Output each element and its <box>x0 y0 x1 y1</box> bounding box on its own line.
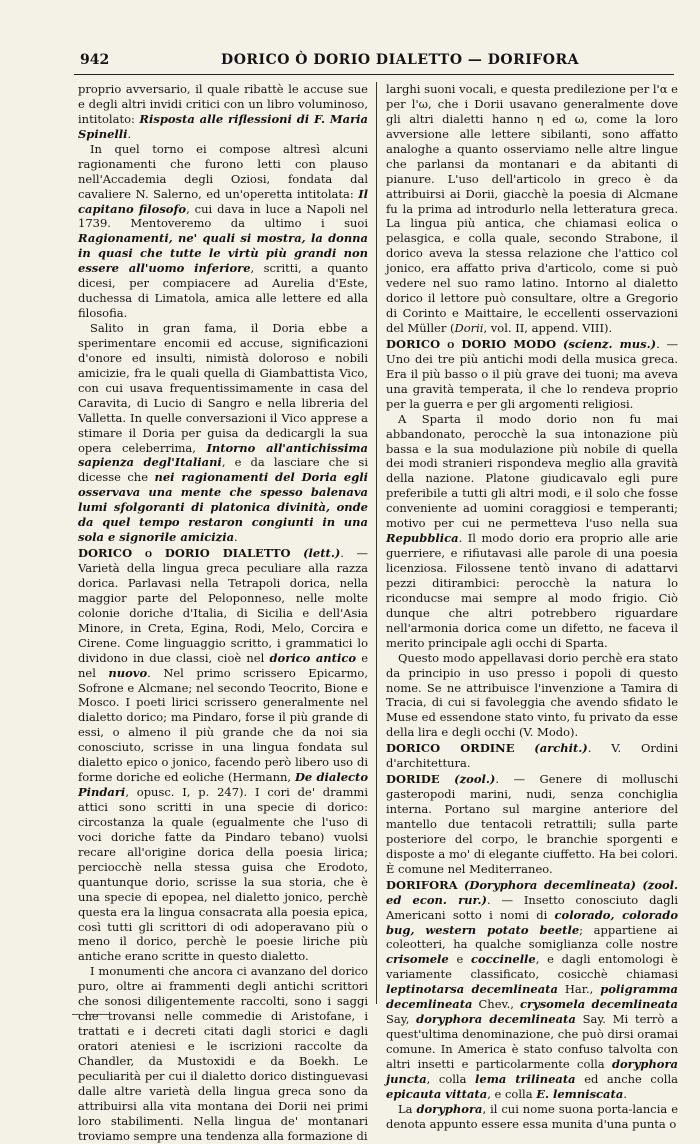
paragraph: proprio avversario, il quale ribattè le accuse sue e degli altri invidi critici con un libro voluminoso, intitolato: Risposta alle riflessioni di F. Maria Spinelli. <box>78 82 368 141</box>
footer-mark <box>72 1014 112 1015</box>
right-column <box>386 82 679 1131</box>
page-number: 942 <box>80 52 110 68</box>
entry-dorifora: DORIFORA (Doryphora decemlineata) (zool. ed econ. rur.). — Insetto conosciuto dagli Americani sotto i nomi di colorado, colorado bug, western potato beetle; appartiene ai coleotteri, ha qualche somiglianza colle nostre crisomele e coccinelle, e dagli entomologi è variamente classificato, cosicchè chiamasi leptinotarsa decemlineata Har., poligramma decemlineata Chev., crysomela decemlineata Say, doryphora decemlineata Say. Mi terrò a quest'ultima denominazione, che può dirsi oramai comune. In America è stato confuso talvolta con altri insetti e particolarmente colla doryphora juncta, colla lema trilineata ed anche colla epicauta vittata, e colla E. lemniscata. <box>386 877 679 1101</box>
paragraph: A Sparta il modo dorio non fu mai abbandonato, perocchè la sua intonazione più bassa e la sua modulazione più nobile di quella dei modi stranieri rispondeva meglio alla gravità della nazione. Platone giudicavalo egli pure preferibile a tutti gli altri modi, e il solo che fosse conveniente ad uomini coraggiosi e temperanti; motivo per cui ne permetteva l'uso nella sua Repubblica. Il modo dorio era proprio alle arie guerriere, e rifiutavasi alle parole di una poesia licenziosa. Filossene tentò invano di adattarvi pezzi ditirambici: perocchè la natura lo riconducse mai sempre al modo frigio. Ciò dunque che altri potrebbero riguardare nell'armonia dorica come un difetto, ne faceva il merito principale agli occhi di Sparta. <box>386 411 678 650</box>
header-rule <box>74 74 674 75</box>
entry-headword: DORICO o DORIO MODO <box>386 336 557 351</box>
column-divider <box>376 82 377 1004</box>
paragraph: La doryphora, il cui nome suona porta-lancia e denota appunto essere essa munita d'una punta o <box>386 1101 679 1131</box>
entry-dorico-modo: DORICO o DORIO MODO (scienz. mus.). — Uno dei tre più antichi modi della musica greca. Era il più basso o il più grave dei tuoni; ma aveva una gravità temperata, il che lo rendeva proprio per la guerra e per gli argomenti religiosi. <box>386 336 679 411</box>
page-header <box>0 0 700 70</box>
paragraph: I monumenti che ancora ci avanzano del dorico puro, oltre ai frammenti degli antichi scrittori che sonosi diligentemente raccolti, sono i saggi che trovansi nelle commedie di Aristofane, i trattati e i decreti citati dagli storici e dagli oratori ateniesi e le iscrizioni raccolte da Chandler, da Mustoxidi e da Boekh. Le peculiarità per cui il dialetto dorico distinguevasi dalle altre varietà della lingua greca sono da attribuirsi alla vita montana dei Dorii nei primi loro stabilimenti. Nella lingua de' montanari troviamo sempre una tendenza alla formazione di <box>78 964 368 1143</box>
entry-headword: DORIFORA <box>386 877 458 892</box>
entry-dorico-ordine: DORICO ORDINE (archit.). V. Ordini d'architettura. <box>386 741 679 771</box>
paragraph: larghi suoni vocali, e questa predilezione per l'α e per l'ω, che i Dorii usavano generalmente dove gli altri dialetti hanno η ed ω, come la loro avversione alle lettere sibilanti, sono affatto analoghe a quanto osserviamo nelle altre lingue che parlansi da montanari e da abitanti di pianure. L'uso dell'articolo in greco è da attribuirsi ai Dorii, giacchè la poesia di Alcmane fu la prima ad introdurlo nella letteratura greca. La lingua più antica, che chiamasi eolica o pelasgica, e colla quale, secondo Strabone, il dorico aveva la stessa relazione che l'attico col jonico, era affatto priva d'articolo, come si può vedere nel suo ramo latino. Intorno al dialetto dorico il lettore può consultare, oltre a Gregorio di Corinto e Maittaire, le eccellenti osservazioni del Müller (Dorii, vol. II, append. VIII). <box>386 82 678 335</box>
entry-headword: DORICO o DORIO DIALETTO <box>78 546 291 561</box>
entry-dorico-dialetto: DORICO o DORIO DIALETTO (lett.). — Varietà della lingua greca peculiare alla razza dorica. Parlavasi nella Tetrapoli dorica, nella maggior parte del Peloponneso, nelle molte colonie doriche d'Italia, di Sicilia e dell'Asia Minore, in Creta, Egina, Rodi, Melo, Corcira e Cirene. Come linguaggio scritto, i grammatici lo dividono in due classi, cioè nel dorico antico e nel nuovo. Nel primo scrissero Epicarmo, Sofrone e Alcmane; nel secondo Teocrito, Bione e Mosco. I poeti lirici scrissero generalmente nel dialetto dorico; ma Pindaro, forse il più grande di essi, o almeno il più grande che da noi sia conosciuto, scrisse in una lingua fondata sul dialetto epico o jonico, facendo però libero uso di forme doriche ed eoliche (Hermann, De dialecto Pindari, opusc. I, p. 247). I cori de' drammi attici sono scritti in una specie di dorico: circostanza la quale (egualmente che l'uso di voci doriche fatte da Pindaro tebano) vuolsi recare all'origine dorica della poesia lirica; perciocchè nella stessa guisa che Erodoto, quantunque dorio, scrisse la sua storia, che è una specie di epopea, nel dialetto jonico, perchè questa era la lingua consacrata alla poesia epica, così tutti gli scrittori di odi adoperavano più o meno il dorico, perchè le poesie liriche più antiche erano scritte in questo dialetto. <box>78 546 369 964</box>
entry-headword: DORICO ORDINE <box>386 741 515 756</box>
paragraph: Salito in gran fama, il Doria ebbe a sperimentare encomii ed accuse, significazioni d'onore ed insulti, nimistà doloroso e nobili amicizie, fra le quali quella di Giambattista Vico, con cui usava frequentissimamente in casa del Caravita, di Lucio di Sangro e nella libreria del Valletta. In quelle conversazioni il Vico apprese a stimare il Doria per guisa da dedicargli la sua opera celeberrima, Intorno all'antichissima sapienza degl'Italiani, e da lasciare che si dicesse che nei ragionamenti del Doria egli osservava una mente che spesso balenava lumi sfolgoranti di platonica divinità, onde da quel tempo restaron congiunti in una sola e signorile amicizia. <box>78 321 369 545</box>
paragraph: Questo modo appellavasi dorio perchè era stato da principio in uso presso i popoli di questo nome. Se ne attribuisce l'invenzione a Tamira di Tracia, di cui si favoleggia che avendo sfidato le Muse ed essendone stato vinto, fu privato da esse della lira e degli occhi (V. Modo). <box>386 650 678 740</box>
entry-headword: DORIDE <box>386 772 440 787</box>
running-title: DORICO Ò DORIO DIALETTO — DORIFORA <box>221 52 579 68</box>
entry-doride: DORIDE (zool.). — Genere di molluschi gasteropodi marini, nudi, senza conchiglia interna. Portano sul margine anteriore del mantello due tentacoli retrattili; sulla parte posteriore del corpo, le branchie sporgenti e disposte a mo' di elegante ciuffetto. Ha bei colori. È comune nel Mediterraneo. <box>386 772 679 876</box>
paragraph: In quel torno ei compose altresì alcuni ragionamenti che furono letti con plauso nell'Accademia degli Oziosi, fondata dal cavaliere N. Salerno, ed un'operetta intitolata: Il capitano filosofo, cui dava in luce a Napoli nel 1739. Mentoveremo da ultimo i suoi Ragionamenti, ne' quali si mostra, la donna in quasi che tutte le virtù più grandi non essere all'uomo inferiore, scritti, a quanto dicesi, per compiacere ad Aurelia d'Este, duchessa di Limatola, amica alle lettere ed alla filosofia. <box>78 141 369 321</box>
left-column <box>78 82 369 1143</box>
